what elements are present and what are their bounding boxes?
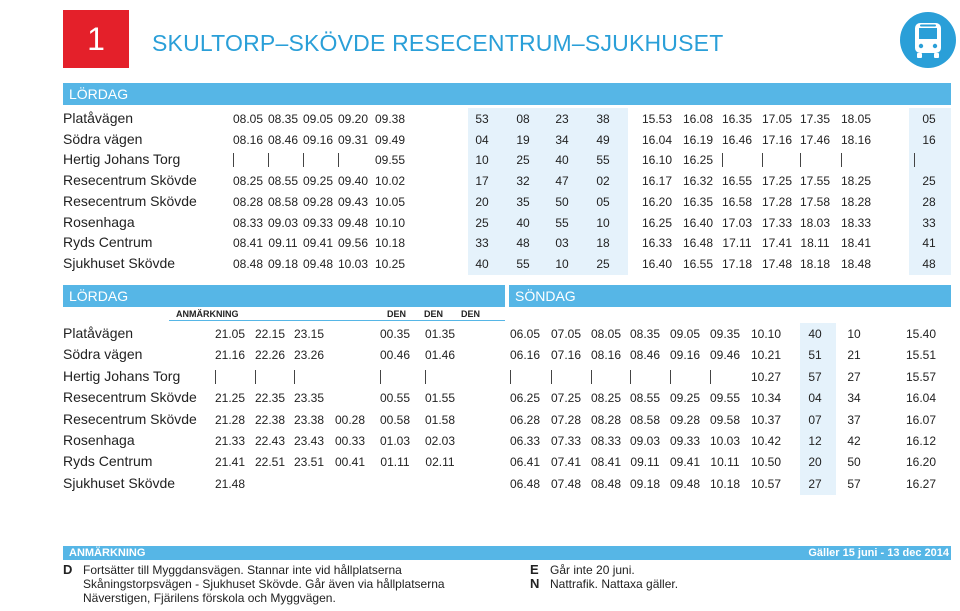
time-cell: 21.28 bbox=[214, 412, 246, 427]
time-cell: 25 bbox=[922, 174, 936, 189]
time-cell: 34 bbox=[555, 132, 569, 147]
time-cell: 48 bbox=[516, 236, 530, 251]
time-cell: 09.33 bbox=[669, 434, 701, 448]
time-cell: 08.55 bbox=[267, 174, 299, 189]
time-cell: 10.50 bbox=[750, 455, 782, 470]
time-cell: 08.58 bbox=[629, 412, 661, 427]
time-cell: 09.48 bbox=[302, 256, 334, 271]
stop-name: Sjukhuset Skövde bbox=[63, 254, 176, 271]
time-cell: 08.46 bbox=[629, 348, 661, 363]
time-cell: 09.20 bbox=[337, 112, 369, 126]
time-cell: 40 bbox=[555, 153, 569, 168]
time-cell: 08.48 bbox=[232, 256, 264, 271]
pass-through-marker bbox=[338, 153, 339, 167]
time-cell: 18.41 bbox=[840, 236, 872, 251]
time-cell: 17.18 bbox=[721, 256, 753, 271]
time-cell: 47 bbox=[555, 174, 569, 189]
pass-through-marker bbox=[841, 153, 842, 167]
route-title: SKULTORP–SKÖVDE RESECENTRUM–SJUKHUSET bbox=[152, 30, 724, 56]
time-cell: 10 bbox=[596, 215, 610, 230]
time-cell: 16.12 bbox=[905, 434, 937, 448]
time-cell: 40 bbox=[808, 327, 822, 341]
time-cell: 16.58 bbox=[721, 194, 753, 209]
stop-name: Resecentrum Skövde bbox=[63, 410, 197, 427]
time-cell: 07.16 bbox=[550, 348, 582, 363]
anmarkning-label: ANMÄRKNING bbox=[176, 309, 239, 319]
time-cell: 09.35 bbox=[709, 327, 741, 341]
time-cell: 09.03 bbox=[267, 215, 299, 230]
time-cell: 06.25 bbox=[509, 391, 541, 406]
time-cell: 09.41 bbox=[302, 236, 334, 251]
time-cell: 10.18 bbox=[709, 476, 741, 491]
time-cell: 16.19 bbox=[682, 132, 714, 147]
time-cell: 16.17 bbox=[641, 174, 673, 189]
time-cell: 01.03 bbox=[379, 434, 411, 448]
time-cell: 21.33 bbox=[214, 434, 246, 448]
time-cell: 00.55 bbox=[379, 391, 411, 406]
time-cell: 21.05 bbox=[214, 327, 246, 341]
time-cell: 22.38 bbox=[254, 412, 286, 427]
note-e bbox=[530, 563, 830, 577]
time-cell: 18 bbox=[596, 236, 610, 251]
pass-through-marker bbox=[591, 370, 592, 384]
pass-through-marker bbox=[215, 370, 216, 384]
time-cell: 08.25 bbox=[232, 174, 264, 189]
time-cell: 06.48 bbox=[509, 476, 541, 491]
time-cell: 01.58 bbox=[424, 412, 456, 427]
time-cell: 17.16 bbox=[761, 132, 793, 147]
time-cell: 08.35 bbox=[629, 327, 661, 341]
time-cell: 07.25 bbox=[550, 391, 582, 406]
time-cell: 09.18 bbox=[629, 476, 661, 491]
time-cell: 21.48 bbox=[214, 476, 246, 491]
time-cell: 51 bbox=[808, 348, 822, 363]
stop-name: Rosenhaga bbox=[63, 213, 135, 230]
pass-through-marker bbox=[268, 153, 269, 167]
time-cell: 33 bbox=[475, 236, 489, 251]
time-cell: 10.57 bbox=[750, 476, 782, 491]
time-cell: 08.58 bbox=[267, 194, 299, 209]
remark-den-2: DEN bbox=[424, 309, 444, 319]
time-cell: 08.35 bbox=[267, 112, 299, 126]
time-cell: 06.33 bbox=[509, 434, 541, 448]
note-e-code: E bbox=[530, 562, 539, 577]
time-cell: 20 bbox=[808, 455, 822, 470]
time-cell: 55 bbox=[596, 153, 610, 168]
time-cell: 09.48 bbox=[669, 476, 701, 491]
time-cell: 50 bbox=[555, 194, 569, 209]
time-cell: 09.16 bbox=[669, 348, 701, 363]
time-cell: 09.43 bbox=[337, 194, 369, 209]
pass-through-marker bbox=[762, 153, 763, 167]
stop-name: Platåvägen bbox=[63, 110, 134, 126]
note-e-text: Går inte 20 juni. bbox=[550, 563, 635, 577]
pass-through-marker bbox=[233, 153, 234, 167]
time-cell: 18.03 bbox=[799, 215, 831, 230]
time-cell: 16.20 bbox=[641, 194, 673, 209]
pass-through-marker bbox=[914, 153, 915, 167]
time-cell: 18.11 bbox=[800, 236, 830, 251]
time-cell: 09.11 bbox=[630, 455, 660, 470]
time-cell: 16.04 bbox=[905, 391, 937, 406]
note-d-line: Fortsätter till Myggdansvägen. Stannar inte vid hållplatserna bbox=[83, 563, 402, 577]
time-cell: 17.41 bbox=[761, 236, 793, 251]
time-cell: 09.38 bbox=[374, 112, 406, 126]
time-cell: 09.11 bbox=[268, 236, 298, 251]
time-cell: 08.41 bbox=[590, 455, 622, 470]
time-cell: 06.28 bbox=[509, 412, 541, 427]
time-cell: 16 bbox=[922, 132, 936, 147]
time-cell: 00.33 bbox=[334, 434, 366, 448]
time-cell: 23.43 bbox=[293, 434, 325, 448]
time-cell: 05 bbox=[596, 194, 610, 209]
time-cell: 07.41 bbox=[550, 455, 582, 470]
time-cell: 09.56 bbox=[337, 236, 369, 251]
time-cell: 53 bbox=[475, 112, 489, 126]
time-cell: 15.57 bbox=[905, 369, 937, 384]
anmarkning-rule bbox=[169, 320, 505, 321]
time-cell: 16.48 bbox=[682, 236, 714, 251]
time-cell: 00.41 bbox=[334, 455, 366, 470]
time-cell: 17.55 bbox=[799, 174, 831, 189]
time-cell: 10.27 bbox=[750, 369, 782, 384]
time-cell: 16.32 bbox=[682, 174, 714, 189]
time-cell: 10.21 bbox=[750, 348, 782, 363]
pass-through-marker bbox=[670, 370, 671, 384]
time-cell: 17.33 bbox=[761, 215, 793, 230]
time-cell: 22.43 bbox=[254, 434, 286, 448]
time-cell: 08.05 bbox=[590, 327, 622, 341]
time-cell: 18.33 bbox=[840, 215, 872, 230]
time-cell: 08.16 bbox=[232, 132, 264, 147]
time-cell: 16.08 bbox=[682, 112, 714, 126]
time-cell: 10 bbox=[475, 153, 489, 168]
time-cell: 42 bbox=[847, 434, 861, 448]
time-cell: 25 bbox=[516, 153, 530, 168]
time-cell: 16.25 bbox=[682, 153, 714, 168]
time-cell: 01.55 bbox=[424, 391, 456, 406]
time-cell: 16.55 bbox=[721, 174, 753, 189]
time-cell: 21 bbox=[847, 348, 861, 363]
remark-den-1: DEN bbox=[387, 309, 407, 319]
time-cell: 16.04 bbox=[641, 132, 673, 147]
time-cell: 22.51 bbox=[254, 455, 286, 470]
time-cell: 33 bbox=[922, 215, 936, 230]
time-cell: 22.35 bbox=[254, 391, 286, 406]
time-cell: 01.11 bbox=[380, 455, 410, 470]
pass-through-marker bbox=[551, 370, 552, 384]
time-cell: 23.26 bbox=[293, 348, 325, 363]
time-cell: 09.48 bbox=[337, 215, 369, 230]
time-cell: 09.28 bbox=[302, 194, 334, 209]
time-cell: 09.41 bbox=[669, 455, 701, 470]
time-cell: 15.40 bbox=[905, 327, 937, 341]
time-cell: 21.41 bbox=[214, 455, 246, 470]
time-cell: 17.25 bbox=[761, 174, 793, 189]
time-cell: 09.55 bbox=[374, 153, 406, 168]
time-cell: 17.03 bbox=[721, 215, 753, 230]
time-cell: 06.41 bbox=[509, 455, 541, 470]
time-cell: 09.28 bbox=[669, 412, 701, 427]
time-cell: 17.46 bbox=[799, 132, 831, 147]
stop-name: Ryds Centrum bbox=[63, 234, 153, 251]
pass-through-marker bbox=[255, 370, 256, 384]
time-cell: 22.26 bbox=[254, 348, 286, 363]
time-cell: 17.05 bbox=[761, 112, 793, 126]
time-cell: 00.46 bbox=[379, 348, 411, 363]
time-cell: 55 bbox=[516, 256, 530, 271]
time-cell: 19 bbox=[516, 132, 530, 147]
time-cell: 27 bbox=[847, 369, 861, 384]
time-cell: 15.51 bbox=[905, 348, 937, 363]
time-cell: 48 bbox=[922, 256, 936, 271]
time-cell: 40 bbox=[475, 256, 489, 271]
stop-name: Platåvägen bbox=[63, 325, 134, 341]
time-cell: 10 bbox=[555, 256, 569, 271]
time-cell: 22.15 bbox=[254, 327, 286, 341]
time-cell: 07.28 bbox=[550, 412, 582, 427]
note-d-line: Skåningstorpsvägen - Sjukhuset Skövde. Går även via hållplatserna bbox=[83, 577, 445, 591]
footer-validity: Gäller 15 juni - 13 dec 2014 bbox=[808, 547, 949, 559]
stop-name: Sjukhuset Skövde bbox=[63, 474, 176, 491]
note-d-line: Näverstigen, Fjärilens förskola och Myggvägen. bbox=[83, 591, 336, 605]
bus-icon bbox=[900, 12, 956, 68]
time-cell: 21.25 bbox=[214, 391, 246, 406]
time-cell: 07.33 bbox=[550, 434, 582, 448]
pass-through-marker bbox=[303, 153, 304, 167]
stop-name: Resecentrum Skövde bbox=[63, 172, 197, 189]
time-cell: 38 bbox=[596, 112, 610, 126]
time-cell: 17.28 bbox=[761, 194, 793, 209]
time-cell: 18.25 bbox=[840, 174, 872, 189]
time-cell: 18.48 bbox=[840, 256, 872, 271]
time-cell: 10.11 bbox=[710, 455, 740, 470]
time-cell: 08.28 bbox=[590, 412, 622, 427]
route-number: 1 bbox=[63, 10, 129, 68]
time-cell: 02.03 bbox=[424, 434, 456, 448]
time-cell: 23.38 bbox=[293, 412, 325, 427]
pass-through-marker bbox=[425, 370, 426, 384]
time-cell: 21.16 bbox=[214, 348, 246, 363]
time-cell: 08.16 bbox=[590, 348, 622, 363]
time-cell: 05 bbox=[922, 112, 936, 126]
time-cell: 17.58 bbox=[799, 194, 831, 209]
stop-name: Hertig Johans Torg bbox=[63, 151, 181, 168]
time-cell: 20 bbox=[475, 194, 489, 209]
time-cell: 09.18 bbox=[267, 256, 299, 271]
stop-name: Södra vägen bbox=[63, 346, 143, 363]
time-cell: 06.16 bbox=[509, 348, 541, 363]
time-cell: 16.40 bbox=[641, 256, 673, 271]
time-cell: 10.02 bbox=[374, 174, 406, 189]
time-cell: 17.35 bbox=[799, 112, 831, 126]
pass-through-marker bbox=[630, 370, 631, 384]
time-cell: 16.20 bbox=[905, 455, 937, 470]
time-cell: 10.03 bbox=[709, 434, 741, 448]
time-cell: 10.10 bbox=[374, 215, 406, 230]
time-cell: 18.16 bbox=[840, 132, 872, 147]
time-cell: 16.40 bbox=[682, 215, 714, 230]
time-cell: 10.25 bbox=[374, 256, 406, 271]
time-cell: 16.10 bbox=[641, 153, 673, 168]
time-cell: 08.25 bbox=[590, 391, 622, 406]
stop-name: Hertig Johans Torg bbox=[63, 367, 181, 384]
pass-through-marker bbox=[294, 370, 295, 384]
time-cell: 16.35 bbox=[721, 112, 753, 126]
time-cell: 50 bbox=[847, 455, 861, 470]
time-cell: 00.58 bbox=[379, 412, 411, 427]
time-cell: 08.46 bbox=[267, 132, 299, 147]
time-cell: 04 bbox=[475, 132, 489, 147]
time-cell: 04 bbox=[808, 391, 822, 406]
time-cell: 07 bbox=[808, 412, 822, 427]
time-cell: 08 bbox=[516, 112, 530, 126]
time-cell: 57 bbox=[808, 369, 822, 384]
time-cell: 09.16 bbox=[302, 132, 334, 147]
time-cell: 35 bbox=[516, 194, 530, 209]
time-cell: 09.31 bbox=[337, 132, 369, 147]
table2-header-lordag: LÖRDAG bbox=[63, 285, 505, 307]
time-cell: 16.46 bbox=[721, 132, 753, 147]
time-cell: 16.25 bbox=[641, 215, 673, 230]
time-cell: 08.33 bbox=[590, 434, 622, 448]
time-cell: 09.49 bbox=[374, 132, 406, 147]
time-cell: 08.33 bbox=[232, 215, 264, 230]
time-cell: 09.05 bbox=[302, 112, 334, 126]
time-cell: 37 bbox=[847, 412, 861, 427]
time-cell: 08.28 bbox=[232, 194, 264, 209]
note-n bbox=[530, 577, 830, 591]
table2-header-sondag: SÖNDAG bbox=[509, 285, 951, 307]
time-cell: 09.25 bbox=[669, 391, 701, 406]
time-cell: 10.42 bbox=[750, 434, 782, 448]
time-cell: 23.35 bbox=[293, 391, 325, 406]
note-d-code: D bbox=[63, 562, 73, 577]
time-cell: 10.05 bbox=[374, 194, 406, 209]
time-cell: 09.58 bbox=[709, 412, 741, 427]
time-cell: 23.15 bbox=[293, 327, 325, 341]
time-cell: 09.55 bbox=[709, 391, 741, 406]
time-cell: 03 bbox=[555, 236, 569, 251]
time-cell: 17.48 bbox=[761, 256, 793, 271]
pass-through-marker bbox=[510, 370, 511, 384]
time-cell: 15.53 bbox=[641, 112, 673, 126]
time-cell: 17 bbox=[475, 174, 489, 189]
time-cell: 10 bbox=[847, 327, 861, 341]
time-cell: 08.55 bbox=[629, 391, 661, 406]
pass-through-marker bbox=[722, 153, 723, 167]
time-cell: 01.46 bbox=[424, 348, 456, 363]
remark-den-3: DEN bbox=[461, 309, 481, 319]
pass-through-marker bbox=[710, 370, 711, 384]
pass-through-marker bbox=[800, 153, 801, 167]
pass-through-marker bbox=[380, 370, 381, 384]
time-cell: 40 bbox=[516, 215, 530, 230]
time-cell: 18.28 bbox=[840, 194, 872, 209]
time-cell: 10.18 bbox=[374, 236, 406, 251]
stop-name: Rosenhaga bbox=[63, 432, 135, 448]
time-cell: 12 bbox=[808, 434, 822, 448]
time-cell: 00.28 bbox=[334, 412, 366, 427]
time-cell: 16.07 bbox=[905, 412, 937, 427]
time-cell: 09.25 bbox=[302, 174, 334, 189]
time-cell: 07.05 bbox=[550, 327, 582, 341]
stop-name: Ryds Centrum bbox=[63, 453, 153, 470]
time-cell: 18.05 bbox=[840, 112, 872, 126]
time-cell: 28 bbox=[922, 194, 936, 209]
time-cell: 32 bbox=[516, 174, 530, 189]
time-cell: 16.27 bbox=[905, 476, 937, 491]
time-cell: 08.48 bbox=[590, 476, 622, 491]
time-cell: 41 bbox=[922, 236, 936, 251]
time-cell: 10.03 bbox=[337, 256, 369, 271]
footer-title: ANMÄRKNING bbox=[69, 547, 146, 559]
time-cell: 17.11 bbox=[722, 236, 752, 251]
time-cell: 02 bbox=[596, 174, 610, 189]
time-cell: 10.34 bbox=[750, 391, 782, 406]
time-cell: 23 bbox=[555, 112, 569, 126]
time-cell: 16.55 bbox=[682, 256, 714, 271]
time-cell: 07.48 bbox=[550, 476, 582, 491]
time-cell: 16.35 bbox=[682, 194, 714, 209]
time-cell: 27 bbox=[808, 476, 822, 491]
stop-name: Södra vägen bbox=[63, 130, 143, 147]
table1-header: LÖRDAG bbox=[63, 83, 951, 105]
stop-name: Resecentrum Skövde bbox=[63, 192, 197, 209]
time-cell: 16.33 bbox=[641, 236, 673, 251]
time-cell: 18.18 bbox=[799, 256, 831, 271]
time-cell: 08.41 bbox=[232, 236, 264, 251]
time-cell: 25 bbox=[475, 215, 489, 230]
time-cell: 09.03 bbox=[629, 434, 661, 448]
time-cell: 09.46 bbox=[709, 348, 741, 363]
time-cell: 25 bbox=[596, 256, 610, 271]
time-cell: 01.35 bbox=[424, 327, 456, 341]
time-cell: 08.05 bbox=[232, 112, 264, 126]
time-cell: 00.35 bbox=[379, 327, 411, 341]
time-cell: 34 bbox=[847, 391, 861, 406]
stop-name: Resecentrum Skövde bbox=[63, 389, 197, 406]
note-n-code: N bbox=[530, 576, 540, 591]
footer-band bbox=[63, 546, 951, 560]
time-cell: 06.05 bbox=[509, 327, 541, 341]
time-cell: 09.40 bbox=[337, 174, 369, 189]
time-cell: 10.37 bbox=[750, 412, 782, 427]
time-cell: 09.33 bbox=[302, 215, 334, 230]
time-cell: 49 bbox=[596, 132, 610, 147]
note-n-text: Nattrafik. Nattaxa gäller. bbox=[550, 577, 679, 591]
time-cell: 23.51 bbox=[293, 455, 325, 470]
time-cell: 55 bbox=[555, 215, 569, 230]
time-cell: 09.05 bbox=[669, 327, 701, 341]
time-cell: 57 bbox=[847, 476, 861, 491]
time-cell: 10.10 bbox=[750, 327, 782, 341]
time-cell: 02.11 bbox=[425, 455, 455, 470]
